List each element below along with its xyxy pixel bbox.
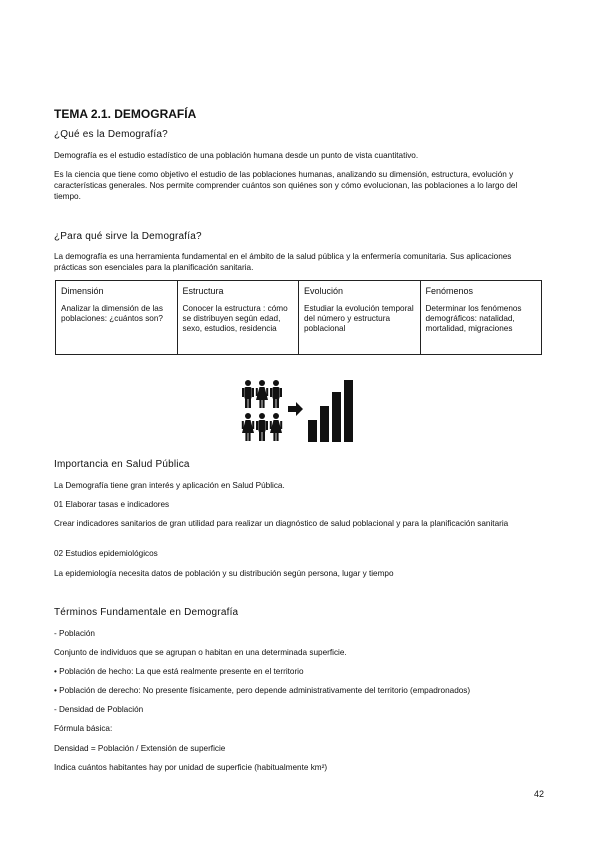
person-icon bbox=[256, 413, 268, 441]
formula-label: Fórmula básica: bbox=[54, 724, 113, 733]
item-1-text: Crear indicadores sanitarios de gran utilidad para realizar un diagnóstico de salud poblacional y para la planificación sanitaria bbox=[54, 519, 509, 528]
population-growth-icon bbox=[240, 378, 360, 444]
bar-icon bbox=[332, 392, 341, 442]
table-cell-text: Analizar la dimensión de las poblaciones: ¿cuántos son? bbox=[61, 304, 163, 323]
public-health-intro: La Demografía tiene gran interés y aplicación en Salud Pública. bbox=[54, 481, 285, 490]
formula-note: Indica cuántos habitantes hay por unidad de superficie (habitualmente km²) bbox=[54, 763, 328, 772]
table-cell-text: Determinar los fenómenos demográficos: natalidad, mortalidad, migraciones bbox=[425, 304, 522, 333]
terms-heading: Términos Fundamentale en Demografía bbox=[54, 607, 239, 618]
person-icon bbox=[270, 413, 282, 441]
table-cell-text: Estudiar la evolución temporal del número y estructura poblacional bbox=[304, 304, 414, 333]
table-header: Dimensión bbox=[61, 286, 104, 296]
person-icon bbox=[270, 380, 282, 408]
person-icon bbox=[242, 413, 254, 441]
dimensions-table bbox=[55, 280, 542, 355]
arrow-right-icon bbox=[288, 402, 303, 416]
definition-2: Es la ciencia que tiene como objetivo el estudio de las poblaciones humanas, analizando su dimensión, estructura, evolución y características generales. Nos permite comprender cuántos son quiénes son y cómo evolucionan, las poblaciones a lo largo del tiempo. bbox=[54, 170, 518, 202]
table-cell-evolution bbox=[299, 281, 421, 355]
page-title: TEMA 2.1. DEMOGRAFÍA bbox=[54, 107, 197, 121]
term-poblacion: - Población bbox=[54, 629, 95, 638]
definition-1: Demografía es el estudio estadístico de una población humana desde un punto de vista cuantitativo. bbox=[54, 151, 419, 160]
table-cell-dimension bbox=[56, 281, 178, 355]
item-2-title: 02 Estudios epidemiológicos bbox=[54, 549, 158, 558]
page-number: 42 bbox=[534, 789, 545, 799]
term-hecho: • Población de hecho: La que está realmente presente en el territorio bbox=[54, 667, 304, 676]
term-densidad: - Densidad de Población bbox=[54, 705, 144, 714]
bar-icon bbox=[308, 420, 317, 442]
bar-icon bbox=[344, 380, 353, 442]
item-2-text: La epidemiología necesita datos de población y su distribución según persona, lugar y tiempo bbox=[54, 569, 394, 578]
person-icon bbox=[256, 380, 268, 408]
table-header: Estructura bbox=[182, 286, 224, 296]
purpose-text: La demografía es una herramienta fundamental en el ámbito de la salud pública y la enfermería comunitaria. Sus aplicaciones prácticas son esenciales para la planificación sanitaria. bbox=[54, 252, 512, 273]
person-icon bbox=[242, 380, 254, 408]
table-row bbox=[56, 281, 542, 355]
question-what-is: ¿Qué es la Demografía? bbox=[54, 129, 168, 140]
question-purpose: ¿Para qué sirve la Demografía? bbox=[54, 231, 202, 242]
table-header: Fenómenos bbox=[425, 286, 474, 296]
bar-icon bbox=[320, 406, 329, 442]
table-cell-text: Conocer la estructura : cómo se distribuyen según edad, sexo, estudios, residencia bbox=[182, 304, 288, 333]
formula: Densidad = Población / Extensión de superficie bbox=[54, 744, 226, 753]
public-health-heading: Importancia en Salud Pública bbox=[54, 459, 190, 470]
item-1-title: 01 Elaborar tasas e indicadores bbox=[54, 500, 170, 509]
table-cell-phenomena bbox=[420, 281, 542, 355]
term-derecho: • Población de derecho: No presente físicamente, pero depende administrativamente del territorio (empadronados) bbox=[54, 686, 471, 695]
table-header: Evolución bbox=[304, 286, 344, 296]
table-cell-structure bbox=[177, 281, 299, 355]
term-poblacion-def: Conjunto de individuos que se agrupan o habitan en una determinada superficie. bbox=[54, 648, 347, 657]
